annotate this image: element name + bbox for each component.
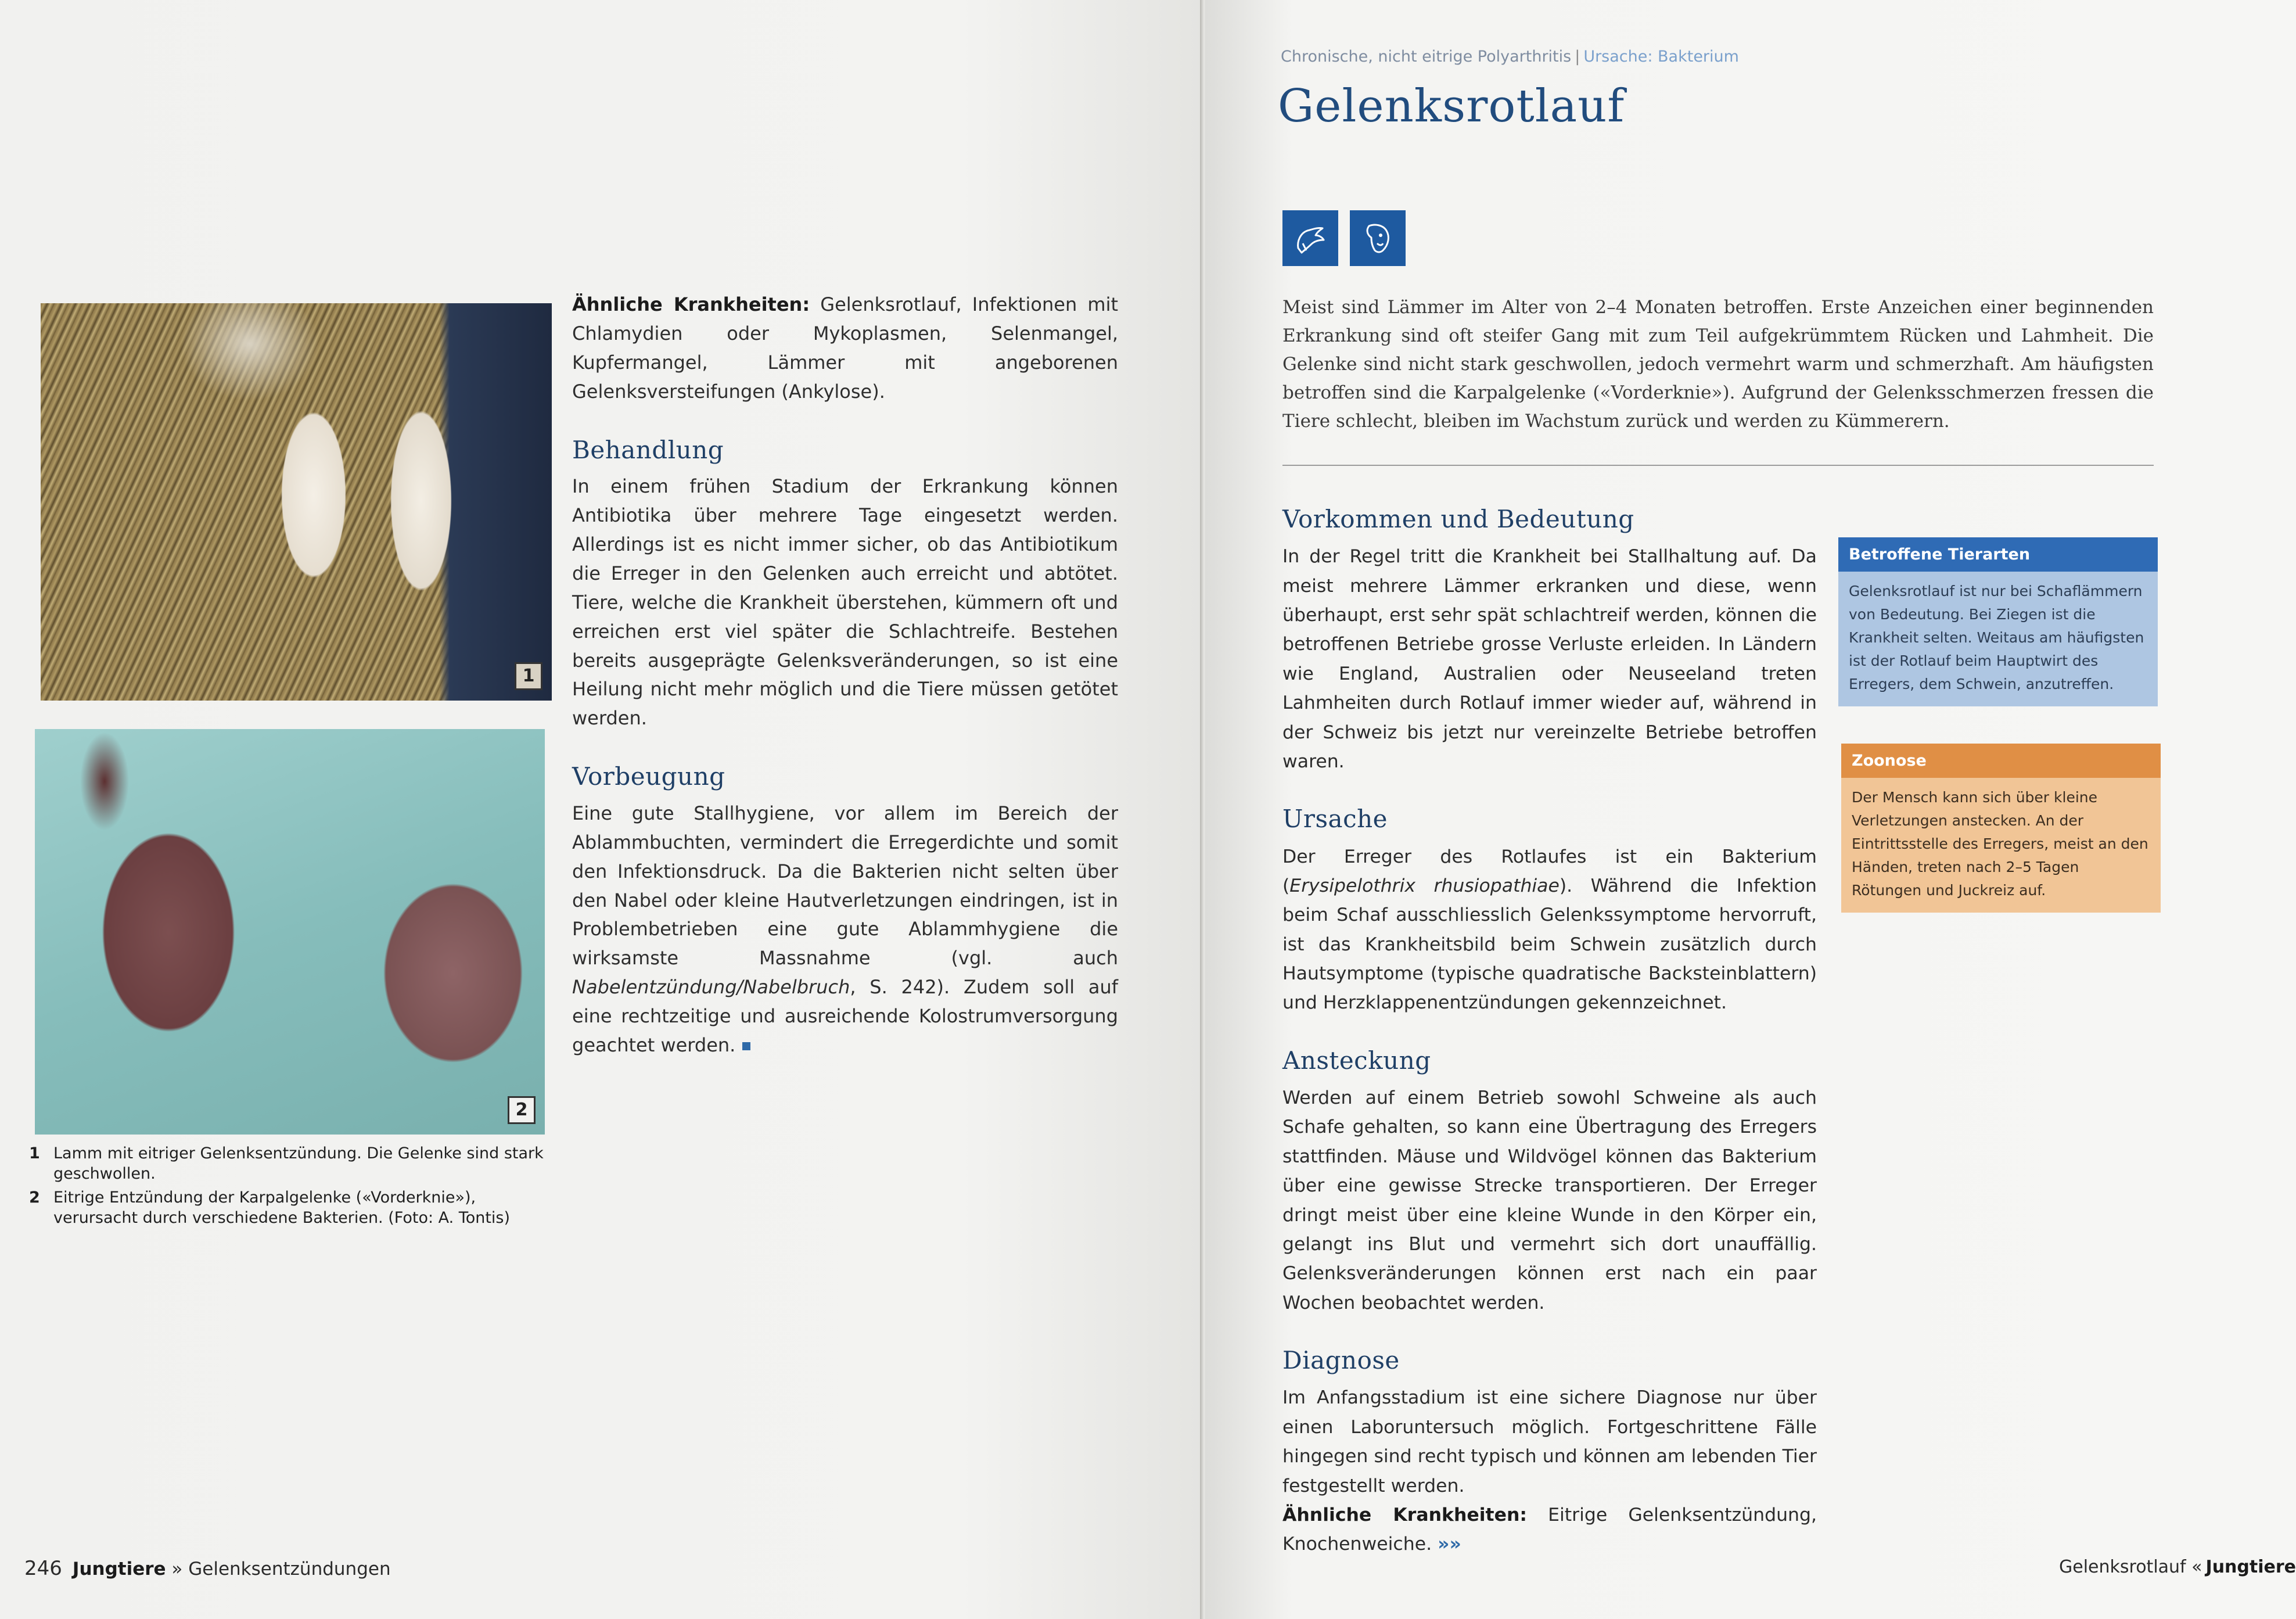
breadcrumb-disease: Chronische, nicht eitrige Polyarthritis <box>1281 48 1572 66</box>
photo-credit: (Foto: A. Tontis) <box>388 1209 511 1227</box>
zoonosis-text: Der Mensch kann sich über kleine Verletzungen anstecken. An der Eintrittsstelle des Erregers, meist an den Händen, treten nach 2–5 Tagen Rötungen und Juckreiz auf. <box>1841 778 2161 913</box>
caption-item <box>29 1143 552 1184</box>
sheep-icon <box>1282 210 1338 266</box>
similar-diseases-paragraph <box>1282 1500 1817 1559</box>
right-page-footer <box>2059 1557 2296 1577</box>
affected-species-text: Gelenksrotlauf ist nur bei Schaflämmern von Bedeutung. Bei Ziegen ist die Krankheit selten. Weitaus am häufigsten ist der Rotlauf beim Hauptwirt des Erregers, dem Schwein, anzutreffen. <box>1838 572 2158 706</box>
footer-separator: » <box>171 1559 183 1579</box>
divider <box>1282 465 2154 466</box>
prevention-text <box>572 799 1118 1060</box>
page-number: 246 <box>24 1557 62 1580</box>
similar-diseases-label: Ähnliche Krankheiten: <box>1282 1504 1527 1525</box>
breadcrumb-separator: | <box>1575 48 1580 66</box>
cross-reference: Nabelentzündung/Nabelbruch <box>572 976 850 999</box>
caption-text <box>53 1187 552 1228</box>
intro-paragraph: Meist sind Lämmer im Alter von 2–4 Monaten betroffen. Erste Anzeichen einer beginnenden Erkrankung sind oft steifer Gang mit zum Teil aufgekrümmtem Rücken und Lahmheit. Die Gelenke sind nicht stark geschwollen, jedoch vermehrt warm und schmerzhaft. Am häufigsten betroffen sind die Karpalgelenke («Vorderknie»). Aufgrund der Gelenksschmerzen fressen die Tiere schlecht, bleiben im Wachstum zurück und werden zu Kümmerern. <box>1282 297 2154 432</box>
footer-section: Jungtiere <box>72 1559 166 1579</box>
pathogen-name: Erysipelothrix rhusiopathiae <box>1289 875 1560 896</box>
footer-chapter: Gelenksentzündungen <box>188 1559 391 1579</box>
species-icons <box>1282 210 1406 266</box>
prevention-text-part: , S. 242). Zudem soll auf eine rechtzeitige und ausreichende Kolostrumversorgung geachtet werden. <box>572 976 1118 1057</box>
page-title: Gelenksrotlauf <box>1278 80 1625 132</box>
similar-diseases-text: Eitrige Gelenksentzündung, Knochenweiche. <box>1282 1504 1817 1555</box>
photo-number-badge: 2 <box>508 1096 536 1124</box>
cause-text <box>1282 842 1817 1018</box>
caption-text: Lamm mit eitriger Gelenksentzündung. Die Gelenke sind stark geschwollen. <box>53 1144 544 1183</box>
caption-number: 1 <box>29 1144 40 1162</box>
occurrence-text: In der Regel tritt die Krankheit bei Stallhaltung auf. Da meist mehrere Lämmer erkranken und diese, wenn überhaupt, erst sehr spät schlachtreif werden, können die betroffenen Betriebe grosse Verluste erleiden. In Ländern wie England, Australien oder Neuseeland treten Lahmheiten durch Rotlauf immer wieder auf, während in der Schweiz bis jetzt nur vereinzelte Betriebe betroffen waren. <box>1282 546 1817 772</box>
caption-number: 2 <box>29 1189 40 1207</box>
left-page-footer <box>24 1557 391 1580</box>
footer-separator: « <box>2191 1557 2202 1577</box>
occurrence-heading: Vorkommen und Bedeutung <box>1282 505 1634 533</box>
breadcrumb <box>1281 48 1739 66</box>
diagnosis-heading: Diagnose <box>1282 1346 1400 1375</box>
end-of-article-icon <box>742 1042 750 1050</box>
continue-marker: »» <box>1438 1534 1461 1555</box>
similar-diseases-label: Ähnliche Krankheiten: <box>572 293 810 315</box>
caption-item <box>29 1187 552 1228</box>
left-text-column <box>572 290 1118 1060</box>
cause-heading: Ursache <box>1282 805 1388 834</box>
photo-number-badge: 1 <box>515 662 542 690</box>
infection-heading: Ansteckung <box>1282 1046 1431 1075</box>
cause-text-part: Der Erreger des Rotlaufes ist ein Bakterium ( <box>1282 846 1817 896</box>
breadcrumb-cause: Ursache: Bakterium <box>1583 48 1739 66</box>
cause-text-part: ). Während die Infektion beim Schaf ausschliesslich Gelenkssymptome hervorruft, ist das Krankheitsbild beim Schwein zusätzlich durch Hautsymptome (typische quadratische Backsteinblattern) und Herzklappenentzündungen gekennzeichnet. <box>1282 875 1817 1014</box>
photo-captions <box>29 1143 552 1232</box>
caption-body: Eitrige Entzündung der Karpalgelenke («Vorderknie»), verursacht durch verschiedene Bakterien. <box>53 1189 476 1227</box>
right-text-column <box>1282 500 1817 1559</box>
zoonosis-heading: Zoonose <box>1841 744 2161 778</box>
treatment-heading: Behandlung <box>572 435 724 464</box>
similar-diseases-paragraph <box>572 290 1118 407</box>
photo-lamb-swollen-joints <box>41 303 552 701</box>
footer-title: Gelenksrotlauf <box>2059 1557 2186 1577</box>
photo-carpal-joint-inflammation <box>35 729 545 1135</box>
infection-text: Werden auf einem Betrieb sowohl Schweine als auch Schafe gehalten, so kann eine Übertragung des Erregers stattfinden. Mäuse und Wildvögel können das Bakterium über eine gewisse Strecke transportieren. Der Erreger dringt meist über eine kleine Wunde in den Körper ein, gelangt ins Blut und vermehrt sich dort unauffällig. Gelenksveränderungen können erst nach ein paar Wochen beobachtet werden. <box>1282 1087 1817 1313</box>
prevention-heading: Vorbeugung <box>572 762 725 791</box>
zoonosis-box <box>1841 744 2161 913</box>
affected-species-box <box>1838 537 2158 706</box>
treatment-text: In einem frühen Stadium der Erkrankung können Antibiotika über mehrere Tage eingesetzt werden. Allerdings ist es nicht immer sicher, ob das Antibiotikum die Erreger in den Gelenken auch erreicht und abtötet. Tiere, welche die Krankheit überstehen, kümmern oft und erreichen erst viel später die Schlachtreife. Bestehen bereits ausgeprägte Gelenksveränderungen, so ist eine Heilung nicht mehr möglich und die Tiere müssen getötet werden. <box>572 475 1118 730</box>
diagnosis-text: Im Anfangsstadium ist eine sichere Diagnose nur über einen Laboruntersuch möglich. Fortgeschrittene Fälle hingegen sind recht typisch und können am lebenden Tier festgestellt werden. <box>1282 1387 1817 1496</box>
prevention-text-part: Eine gute Stallhygiene, vor allem im Bereich der Ablammbuchten, vermindert die Erregerdichte und somit den Infektionsdruck. Da die Bakterien nicht selten über den Nabel oder kleine Hautverletzungen eindringen, ist in Problembetrieben eine gute Ablammhygiene die wirksamste Massnahme (vgl. auch <box>572 802 1118 970</box>
footer-section: Jungtiere <box>2205 1557 2296 1577</box>
similar-diseases-text: Gelenksrotlauf, Infektionen mit Chlamydien oder Mykoplasmen, Selenmangel, Kupfermangel, Lämmer mit angeborenen Gelenksversteifungen (Ankylose). <box>572 293 1118 403</box>
right-page <box>1205 0 2296 1619</box>
affected-species-heading: Betroffene Tierarten <box>1838 537 2158 572</box>
goat-icon <box>1350 210 1406 266</box>
